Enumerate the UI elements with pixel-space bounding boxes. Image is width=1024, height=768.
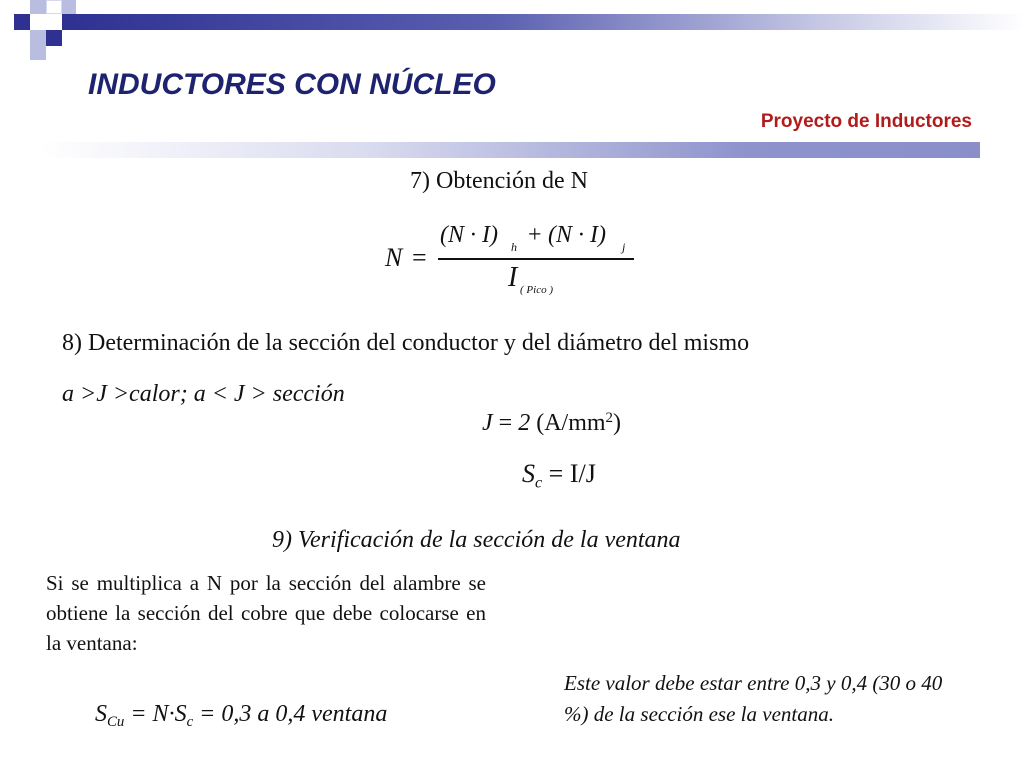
- formula-sc-sub: c: [535, 474, 543, 492]
- formula-scu-mid: = N·S: [124, 701, 187, 727]
- formula-j-unit-exponent: 2: [605, 410, 613, 426]
- formula-sc-lhs: S: [522, 459, 535, 488]
- step9-note: Este valor debe estar entre 0,3 y 0,4 (30 o 40 %) de la sección ese la ventana.: [564, 671, 943, 726]
- step9-heading: 9) Verificación de la sección de la ventana: [272, 527, 681, 553]
- formula-scu-rhs: = 0,3 a 0,4 ventana: [193, 701, 388, 727]
- corner-square-7: [30, 46, 46, 60]
- slide-subtitle: Proyecto de Inductores: [760, 111, 972, 132]
- formula-n-numerator-term2: (N · I): [548, 222, 606, 248]
- corner-square-2: [30, 0, 46, 14]
- corner-square-5: [30, 30, 46, 46]
- formula-n-plus: +: [528, 222, 542, 248]
- formula-n-numerator-sub1: h: [511, 240, 517, 254]
- corner-square-3: [46, 0, 62, 14]
- formula-scu-sub: Cu: [107, 714, 125, 731]
- formula-n-denominator: I: [508, 262, 518, 293]
- step8-rule: a >J >calor; a < J > sección: [62, 381, 345, 407]
- formula-n-lhs: N: [385, 243, 403, 272]
- formula-sc: [522, 459, 596, 493]
- header-bottom-bar: [40, 142, 980, 158]
- step7-heading: 7) Obtención de N: [410, 168, 588, 194]
- formula-j-unit-close: ): [612, 410, 621, 437]
- formula-n-equals: =: [412, 243, 427, 272]
- formula-j-value: 2: [518, 410, 531, 437]
- corner-square-6: [46, 30, 62, 46]
- formula-sc-rhs: = I/J: [548, 459, 596, 488]
- formula-j-lhs: J: [482, 410, 493, 437]
- corner-square-4: [62, 0, 76, 14]
- formula-scu-mid-sub: c: [186, 714, 194, 731]
- formula-j: [482, 410, 621, 437]
- formula-scu-s: S: [95, 701, 107, 727]
- header-top-bar: [62, 14, 1024, 30]
- formula-scu: [95, 701, 387, 731]
- corner-square-1: [14, 14, 30, 30]
- formula-j-equals: =: [498, 410, 513, 437]
- step8-heading: 8) Determinación de la sección del conductor y del diámetro del mismo: [62, 330, 750, 356]
- slide-title: INDUCTORES CON NÚCLEO: [88, 68, 496, 101]
- step9-paragraph: Si se multiplica a N por la sección del alambre se obtiene la sección del cobre que debe colocarse en la ventana:: [46, 571, 486, 655]
- formula-n-fraction-line: [438, 258, 634, 260]
- formula-n-denominator-sub: ( Pico ): [520, 284, 553, 296]
- formula-n-numerator-term1: (N · I): [440, 222, 498, 248]
- formula-n-numerator-sub2: j: [622, 240, 626, 254]
- formula-j-unit: (A/mm: [536, 410, 606, 437]
